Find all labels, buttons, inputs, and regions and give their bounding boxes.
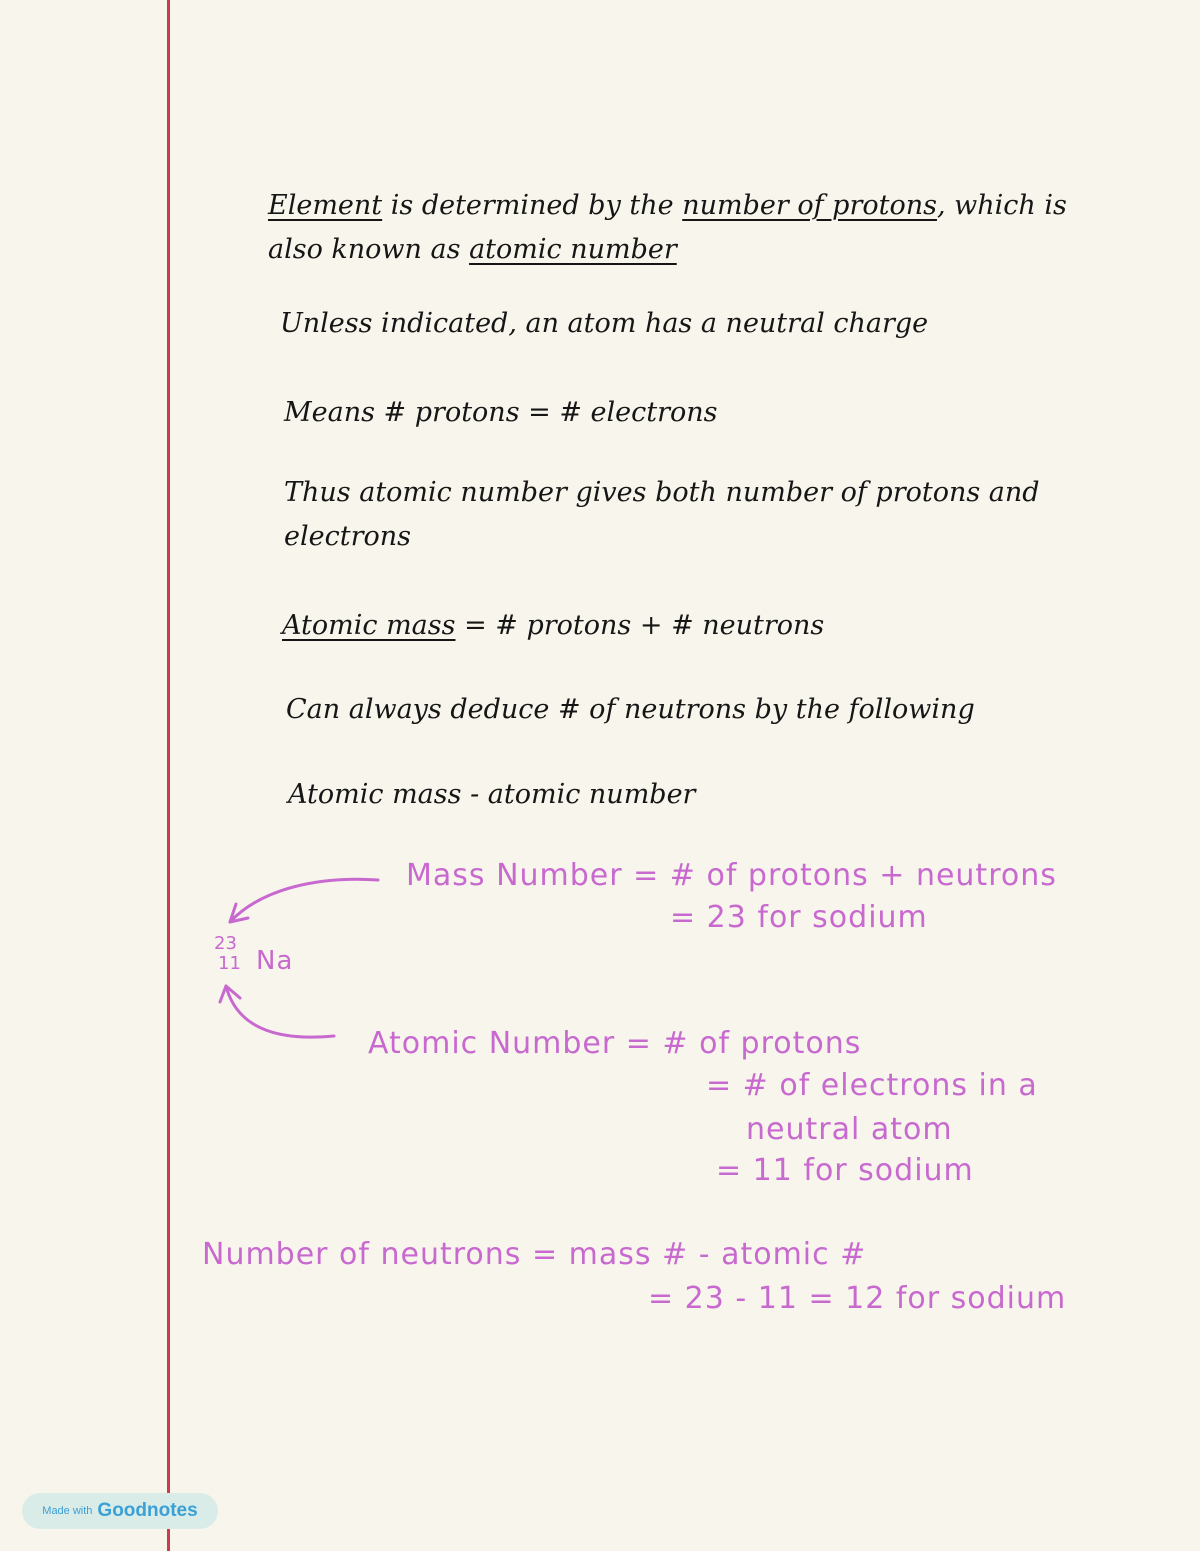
term-atomic-number: atomic number <box>469 234 677 265</box>
note-line-deduce: Can always deduce # of neutrons by the following <box>286 694 975 725</box>
term-element: Element <box>268 190 383 221</box>
arrow-to-atomic-number <box>226 986 334 1037</box>
note-line-formula: Atomic mass - atomic number <box>288 779 696 810</box>
isotope-symbol: Na <box>256 946 294 976</box>
note-text: , which is <box>936 190 1067 221</box>
term-atomic-mass: Atomic mass <box>282 610 456 641</box>
arrow-to-mass-number <box>230 879 378 922</box>
annotation-mass-number-sodium: = 23 for sodium <box>670 900 928 935</box>
isotope-mass-number: 23 <box>214 933 237 954</box>
note-line-neutral-charge: Unless indicated, an atom has a neutral charge <box>280 308 929 339</box>
annotation-atomic-number-neutral: neutral atom <box>746 1112 953 1147</box>
badge-made-with: Made with <box>42 1505 93 1517</box>
note-line-electrons: electrons <box>284 521 411 552</box>
annotation-neutrons-sodium: = 23 - 11 = 12 for sodium <box>648 1281 1067 1316</box>
note-text: also known as <box>268 234 470 265</box>
made-with-goodnotes-badge <box>22 1493 218 1529</box>
badge-brand: Goodnotes <box>97 1500 198 1521</box>
annotation-neutrons: Number of neutrons = mass # - atomic # <box>202 1237 867 1272</box>
note-line-thus: Thus atomic number gives both number of protons and <box>284 477 1040 508</box>
note-text: = # protons + # neutrons <box>455 610 825 641</box>
note-text: is determined by the <box>382 190 683 221</box>
annotation-mass-number: Mass Number = # of protons + neutrons <box>406 858 1057 893</box>
note-line-protons-electrons: Means # protons = # electrons <box>284 397 718 428</box>
term-number-of-protons: number of protons <box>682 190 937 221</box>
annotation-atomic-number-sodium: = 11 for sodium <box>716 1153 974 1188</box>
annotation-atomic-number: Atomic Number = # of protons <box>368 1026 862 1061</box>
isotope-atomic-number: 11 <box>218 953 241 974</box>
annotation-atomic-number-electrons: = # of electrons in a <box>706 1068 1038 1103</box>
